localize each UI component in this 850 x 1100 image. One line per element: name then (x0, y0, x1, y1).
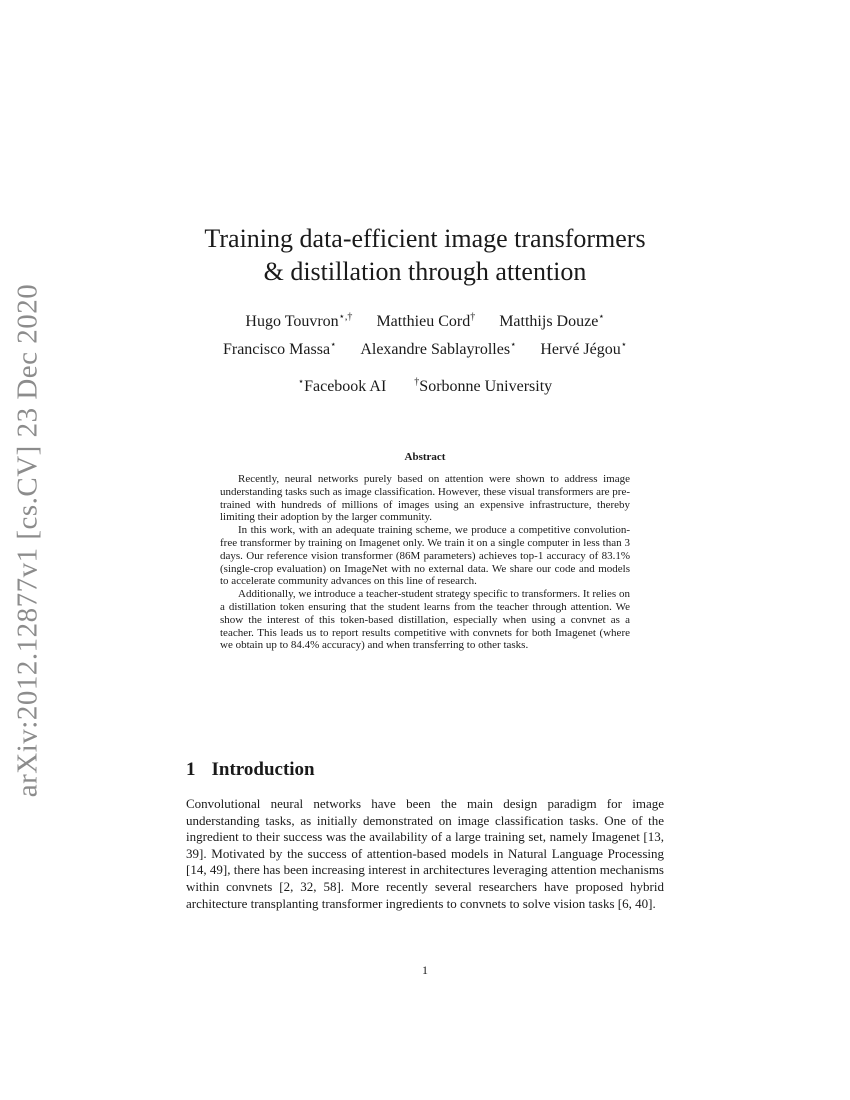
section-number: 1 (186, 759, 196, 780)
author-list-row-1 (140, 312, 710, 332)
section-title: Introduction (211, 759, 315, 780)
page-number: 1 (422, 963, 428, 977)
author: Francisco Massa⋆ (222, 339, 337, 358)
abstract-paragraph: In this work, with an adequate training scheme, we produce a competitive convolution-free transformer by training on Imagenet only. We train it on a single computer in less than 3 days. Our reference vision transformer (86M parameters) achieves top-1 accuracy of 83.1% (single-crop evaluation) on ImageNet with no external data. We share our code and models to accelerate community advances on this line of research. (220, 524, 630, 588)
affiliation-list (140, 377, 710, 397)
paper-title-line-2: & distillation through attention (263, 257, 587, 286)
author: Matthieu Cord† (376, 311, 476, 330)
introduction-paragraph: Convolutional neural networks have been the main design paradigm for image understanding tasks, as initially demonstrated on image classification tasks. One of the ingredient to their success was the availability of a large training set, namely Imagenet [13, 39]. Motivated by the success of attention-based models in Natural Language Processing [14, 49], there has been increasing interest in architectures leveraging attention mechanisms within convnets [2, 32, 58]. More recently several researchers have proposed hybrid architecture transplanting transformer ingredients to convnets to solve vision tasks [6, 40]. (186, 796, 664, 911)
author: Matthijs Douze⋆ (499, 311, 605, 330)
affiliation: ⋆Facebook AI (297, 376, 387, 395)
abstract-paragraph: Recently, neural networks purely based on attention were shown to address image understanding tasks such as image classification. However, these visual transformers are pre-trained with hundreds of millions of images using an expensive infrastructure, thereby limiting their adoption by the larger community. (220, 473, 630, 524)
author-list-row-2 (140, 340, 710, 360)
author: Hervé Jégou⋆ (540, 339, 628, 358)
paper-title-line-1: Training data-efficient image transformers (204, 224, 646, 253)
affiliation: †Sorbonne University (414, 376, 553, 395)
arxiv-identifier-text: arXiv:2012.12877v1 [cs.CV] 23 Dec 2020 (11, 283, 44, 797)
arxiv-identifier-stamp (8, 283, 48, 797)
abstract-heading: Abstract (404, 451, 446, 463)
section-heading-introduction (186, 759, 315, 781)
paper-title (160, 222, 690, 288)
author: Alexandre Sablayrolles⋆ (360, 339, 517, 358)
abstract-paragraph: Additionally, we introduce a teacher-student strategy specific to transformers. It relies on a distillation token ensuring that the student learns from the teacher through attention. We show the interest of this token-based distillation, especially when using a convnet as a teacher. This leads us to report results competitive with convnets for both Imagenet (where we obtain up to 84.4% accuracy) and when transferring to other tasks. (220, 588, 630, 652)
abstract-body (220, 473, 630, 652)
author: Hugo Touvron⋆,† (245, 311, 353, 330)
